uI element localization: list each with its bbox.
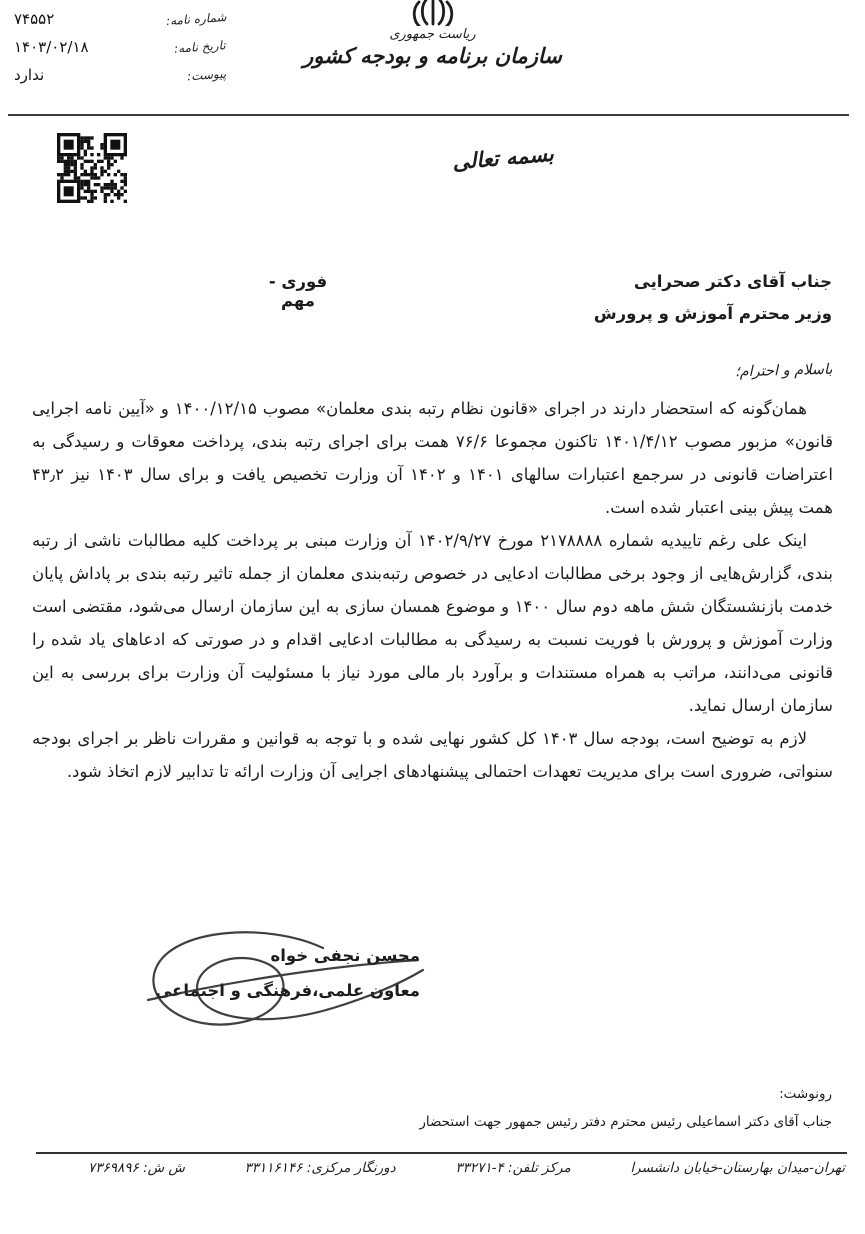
letter-date-row (14, 38, 226, 56)
attachment-value: ندارد (14, 66, 45, 84)
letter-date-value: ۱۴۰۳/۰۲/۱۸ (14, 38, 89, 56)
attachment-label: پیوست: (186, 66, 227, 84)
signer-title: معاون علمی،فرهنگی و اجتماعی (155, 981, 420, 1000)
attachment-row (14, 66, 226, 84)
qr-code (55, 133, 129, 203)
body-paragraph-1: همان‌گونه که استحضار دارند در اجرای «قانون نظام رتبه بندی معلمان» مصوب ۱۴۰۰/۱۲/۱۵ و «آیین نامه اجرایی قانون» مزبور مصوب ۱۴۰۱/۴/۱۲ تاکنون مجموعا ۷۶/۶ همت برای اجرای رتبه بندی، پرداخت معوقات و رسیدگی به اعتراضات قانونی در سرجمع اعتبارات سالهای ۱۴۰۱ و ۱۴۰۲ آن وزارت تخصیص یافت و برای سال ۱۴۰۳ نیز ۴۳٫۲ همت پیش بینی اعتبار شده است. (32, 399, 833, 517)
body-paragraph-3: لازم به توضیح است، بودجه سال ۱۴۰۳ کل کشور نهایی شده و با توجه به قوانین و مقررات ناظر بر اجرای بودجه سنواتی، ضروری است برای مدیریت تعهدات احتمالی پیشنهادهای اجرایی آن وزارت ارائه تا تدابیر لازم اتخاذ شود. (32, 729, 833, 781)
footer (88, 1160, 845, 1176)
cc-recipient: جناب آقای دکتر اسماعیلی رئیس محترم دفتر رئیس جمهور جهت استحضار (419, 1114, 832, 1130)
letterhead (263, 0, 603, 68)
cc-label: رونوشت: (779, 1086, 832, 1102)
body-paragraph-2: اینک علی رغم تاییدیه شماره ۲۱۷۸۸۸۸ مورخ ۱۴۰۲/۹/۲۷ آن وزارت مبنی بر پرداخت کلیه مطالبات ناشی از رتبه بندی، گزارش‌هایی از وجود برخی مطالبات ادعایی در خصوص رتبه‌بندی معلمان از جمله تاثیر رتبه بندی بر پاداش پایان خدمت بازنشستگان شش ماهه دوم سال ۱۴۰۰ و موضوع همسان سازی به این سازمان ارسال می‌شود، مقتضی است وزارت آموزش و پرورش با فوریت نسبت به رسیدگی به مطالبات ادعایی اقدام و در صورتی که ادعاهای یاد شده را قانونی می‌دانند، مراتب به همراه مستندات و برآورد بار مالی مورد نیاز با مسئولیت آن وزارت برای بررسی به این سازمان ارسال نماید. (32, 531, 833, 715)
letter-body (32, 392, 833, 788)
recipient-name: جناب آقای دکتر صحرایی (633, 272, 832, 291)
recipient-block (594, 266, 832, 330)
footer-fax: دورنگار مرکزی: ۳۳۱۱۶۱۴۶ (244, 1160, 396, 1176)
letter-number-row (14, 10, 226, 28)
priority-stamp: فوری - مهم (268, 272, 328, 310)
besmele-calligraphy: بسمه تعالی (451, 141, 555, 175)
letter-number-label: شماره نامه: (165, 9, 227, 29)
footer-serial: ش ش: ۷۳۶۹۸۹۶ (88, 1160, 185, 1176)
organization-name: سازمان برنامه و بودجه کشور (303, 44, 562, 68)
recipient-title: وزیر محترم آموزش و پرورش (593, 304, 832, 323)
letter-date-label: تاریخ نامه: (173, 38, 227, 56)
iran-emblem-icon (263, 0, 603, 26)
signature-block (155, 938, 420, 1008)
signer-name: محسن نجفی خواه (270, 946, 420, 965)
header-divider (8, 114, 849, 116)
letter-meta-block (14, 10, 226, 94)
footer-phone: مرکز تلفن: ۴-۳۳۲۷۱ (455, 1160, 571, 1176)
cc-block (419, 1080, 832, 1136)
footer-divider (36, 1152, 847, 1154)
authority-title: ریاست جمهوری (389, 27, 476, 42)
salutation: باسلام و احترام؛ (734, 361, 833, 381)
letter-number-value: ۷۴۵۵۲ (14, 10, 55, 28)
footer-address: تهران-میدان بهارستان-خیابان دانشسرا (630, 1160, 845, 1176)
